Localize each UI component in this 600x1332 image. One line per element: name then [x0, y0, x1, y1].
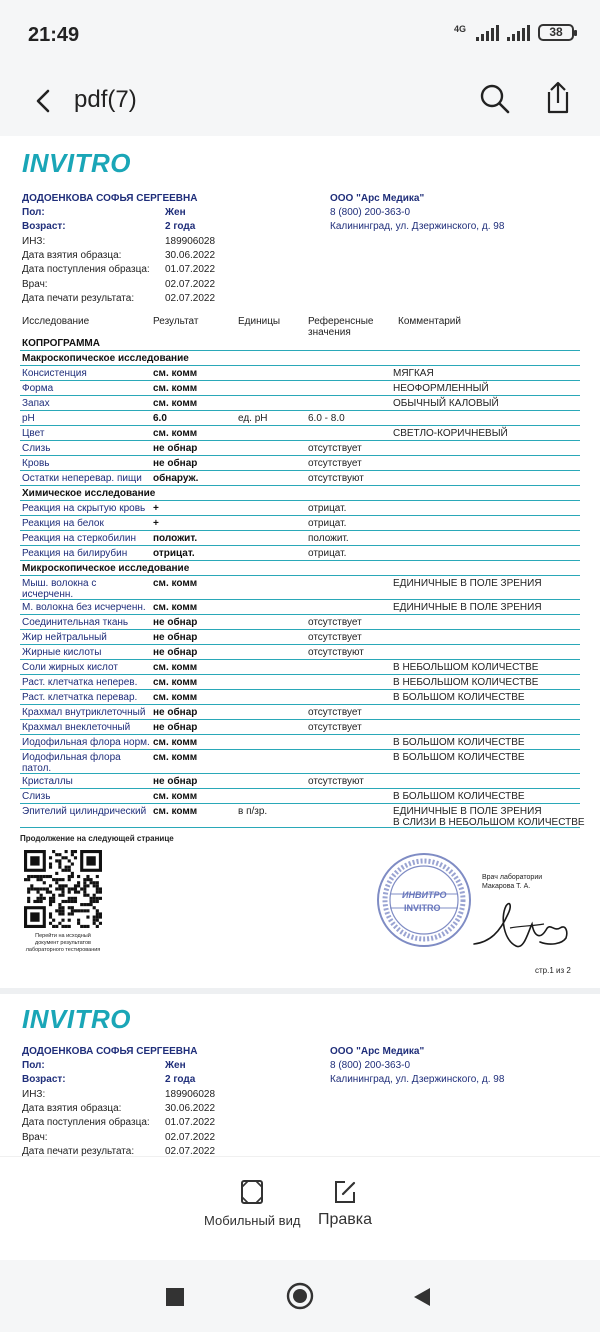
cell-name: Иодофильная флора норм. — [22, 737, 150, 748]
cell-name: Реакция на стеркобилин — [22, 533, 136, 544]
info2-value: 02.07.2022 — [165, 1145, 216, 1156]
cell-ref: отрицат. — [308, 503, 347, 514]
info2-value: 189906028 — [165, 1088, 216, 1100]
cell-comment: В БОЛЬШОМ КОЛИЧЕСТВЕ — [393, 692, 525, 703]
info2-label: Дата взятия образца: — [22, 1102, 122, 1114]
cell-comment: ЕДИНИЧНЫЕ В ПОЛЕ ЗРЕНИЯ В СЛИЗИ В НЕБОЛЬШОМ КОЛИЧЕСТВЕ — [393, 806, 585, 828]
qr-code-icon — [24, 850, 102, 928]
cell-name: Цвет — [22, 428, 45, 439]
col-ref — [308, 316, 374, 338]
cell-comment: МЯГКАЯ — [393, 368, 434, 379]
cell-name: Соли жирных кислот — [22, 662, 118, 673]
cell-comment: В БОЛЬШОМ КОЛИЧЕСТВЕ — [393, 737, 525, 748]
cell-name: Крахмал внутриклеточный — [22, 707, 146, 718]
app-bar — [0, 70, 600, 136]
info-value: 02.07.2022 — [165, 278, 216, 290]
cell-name: Реакция на белок — [22, 518, 104, 529]
org-address: Калининград, ул. Дзержинского, д. 98 — [330, 221, 505, 232]
cell-name: Соединительная ткань — [22, 617, 129, 628]
app-title: pdf(7) — [74, 86, 137, 113]
cell-result: см. комм — [153, 578, 198, 589]
cell-ref: отсутствует — [308, 443, 362, 454]
info2-value: 02.07.2022 — [165, 1131, 216, 1143]
edit-icon — [333, 1179, 357, 1205]
table-row — [20, 531, 580, 546]
cell-name: Жир нейтральный — [22, 632, 107, 643]
cell-name: Крахмал внеклеточный — [22, 722, 131, 733]
cell-result: см. комм — [153, 752, 198, 763]
pdf-page-1 — [0, 136, 600, 988]
invitro-logo-2: INVITRO — [22, 1004, 131, 1034]
cell-unit: ед. pH — [238, 413, 268, 424]
section-header — [20, 351, 580, 366]
section-title: Микроскопическое исследование — [22, 563, 190, 574]
cell-name: Раст. клетчатка перевар. — [22, 692, 138, 703]
cell-result: не обнар — [153, 617, 198, 628]
status-time: 21:49 — [28, 24, 80, 46]
cell-result: см. комм — [153, 737, 198, 748]
cell-result: не обнар — [153, 776, 198, 787]
cell-result: см. комм — [153, 398, 198, 409]
table-row — [20, 690, 580, 705]
cell-ref: отсутствуют — [308, 647, 364, 658]
table-row — [20, 675, 580, 690]
section-title: КОПРОГРАММА — [22, 338, 100, 349]
info-value: 02.07.2022 — [165, 292, 216, 304]
table-row — [20, 501, 580, 516]
cell-ref: отрицат. — [308, 548, 347, 559]
table-row — [20, 705, 580, 720]
org-phone: 8 (800) 200-363-0 — [330, 207, 411, 218]
doctor-label: Врач лаборатории — [482, 874, 543, 881]
search-icon — [478, 82, 512, 116]
qr-caption-1: Перейти на исходный — [35, 933, 91, 939]
col-comment: Комментарий — [398, 316, 461, 327]
cell-name: Раст. клетчатка неперев. — [22, 677, 138, 688]
info-label: ИНЗ: — [22, 235, 46, 247]
cell-ref: отрицат. — [308, 518, 347, 529]
cell-name: Реакция на скрытую кровь — [22, 503, 146, 514]
info-value: 30.06.2022 — [165, 249, 216, 261]
cell-ref: отсутствует — [308, 458, 362, 469]
page-number: стр.1 из 2 — [535, 966, 571, 975]
cell-ref: отсутствует — [308, 632, 362, 643]
cell-name: Иодофильная флора патол. — [22, 752, 121, 774]
cell-result: + — [153, 503, 159, 514]
cell-comment: В НЕБОЛЬШОМ КОЛИЧЕСТВЕ — [393, 662, 539, 673]
pdf-viewer[interactable] — [0, 136, 600, 1156]
cell-result: не обнар — [153, 443, 198, 454]
table-row — [20, 804, 585, 828]
section-title: Химическое исследование — [22, 488, 156, 499]
cell-comment: В НЕБОЛЬШОМ КОЛИЧЕСТВЕ — [393, 677, 539, 688]
cell-name: Кристаллы — [22, 776, 73, 787]
table-row — [20, 750, 580, 774]
table-row — [20, 546, 580, 561]
back-triangle-icon — [412, 1286, 432, 1308]
patient-name-2: ДОДОЕНКОВА СОФЬЯ СЕРГЕЕВНА — [22, 1046, 198, 1057]
cell-ref: отсутствуют — [308, 473, 364, 484]
cell-result: см. комм — [153, 806, 198, 817]
mobile-view-label: Мобильный вид — [204, 1213, 301, 1228]
table-row — [20, 660, 580, 675]
section-header — [20, 486, 580, 501]
cell-result: см. комм — [153, 791, 198, 802]
system-nav-bar — [0, 1260, 600, 1332]
status-icons — [454, 24, 574, 41]
info-value: 189906028 — [165, 235, 216, 247]
cell-result: отрицат. — [153, 548, 195, 559]
share-button[interactable] — [538, 80, 572, 116]
table-row — [20, 456, 580, 471]
info-value: 2 года — [165, 221, 196, 233]
info-label: Возраст: — [22, 221, 66, 233]
table-row — [20, 630, 580, 645]
cell-name: Эпителий цилиндрический — [22, 806, 147, 817]
home-button[interactable] — [286, 1282, 314, 1310]
info-value: 01.07.2022 — [165, 264, 216, 276]
table-row — [20, 600, 580, 615]
status-bar — [0, 0, 600, 70]
patient-name: ДОДОЕНКОВА СОФЬЯ СЕРГЕЕВНА — [22, 193, 198, 204]
table-row — [20, 471, 580, 486]
qr-caption-3: лабораторного тестирования — [25, 947, 101, 953]
cell-result: не обнар — [153, 632, 198, 643]
cell-comment: В БОЛЬШОМ КОЛИЧЕСТВЕ — [393, 752, 525, 763]
stamp-label-2: INVITRO — [404, 903, 441, 913]
cell-name: Остатки неперевар. пищи — [22, 473, 142, 484]
cell-ref: отсутствует — [308, 707, 362, 718]
cell-result: 6.0 — [153, 413, 167, 424]
cell-name: М. волокна без исчерченн. — [22, 602, 146, 613]
battery-icon: 38 — [538, 24, 574, 41]
cell-result: см. комм — [153, 662, 198, 673]
table-row — [20, 516, 580, 531]
table-row — [20, 774, 580, 789]
info-label: Дата поступления образца: — [22, 264, 150, 276]
info-label: Врач: — [22, 278, 48, 290]
cell-result: см. комм — [153, 428, 198, 439]
table-row — [20, 720, 580, 735]
cell-result: см. комм — [153, 383, 198, 394]
cell-name: Кровь — [22, 458, 50, 469]
info2-label: Возраст: — [22, 1074, 66, 1086]
info2-value: Жен — [165, 1060, 186, 1071]
cell-name: Консистенция — [22, 368, 87, 379]
cell-name: Реакция на билирубин — [22, 548, 128, 559]
info2-label: Дата поступления образца: — [22, 1117, 150, 1129]
cell-comment: ОБЫЧНЫЙ КАЛОВЫЙ — [393, 398, 499, 409]
cell-name: Слизь — [22, 791, 51, 802]
table-row — [20, 366, 580, 381]
edit-button[interactable] — [318, 1179, 372, 1229]
table-row — [20, 615, 580, 630]
cell-result: положит. — [153, 533, 198, 544]
table-row — [20, 576, 580, 600]
signal-2-icon — [507, 25, 530, 41]
cell-ref: отсутствует — [308, 617, 362, 628]
network-type: 4G — [453, 24, 466, 34]
mobile-view-button[interactable] — [204, 1179, 300, 1228]
col-test: Исследование — [22, 316, 90, 327]
cell-comment: В БОЛЬШОМ КОЛИЧЕСТВЕ — [393, 791, 525, 802]
org-name-2: ООО "Арс Медика" — [330, 1046, 425, 1057]
cell-name: Форма — [22, 383, 54, 394]
cell-comment: ЕДИНИЧНЫЕ В ПОЛЕ ЗРЕНИЯ — [393, 578, 542, 589]
col-ref-line1: Референсные — [308, 316, 374, 327]
cell-name: Жирные кислоты — [22, 647, 102, 658]
cell-name: Мыш. волокна с исчерченн. — [22, 578, 97, 600]
cell-ref: 6.0 - 8.0 — [308, 413, 345, 424]
cell-ref: отсутствуют — [308, 776, 364, 787]
share-icon — [538, 80, 572, 116]
table-row — [20, 645, 580, 660]
doctor-name: Макарова Т. А. — [482, 883, 531, 890]
back-nav-button[interactable] — [412, 1286, 432, 1308]
cell-result: см. комм — [153, 602, 198, 613]
info-value: Жен — [165, 207, 186, 218]
cell-result: не обнар — [153, 647, 198, 658]
info2-label: Дата печати результата: — [22, 1145, 135, 1156]
results-table — [20, 336, 585, 828]
col-ref-line2: значения — [308, 327, 351, 338]
back-button[interactable] — [30, 84, 60, 118]
cell-result: не обнар — [153, 458, 198, 469]
info2-value: 30.06.2022 — [165, 1102, 216, 1114]
cell-comment: НЕОФОРМЛЕННЫЙ — [393, 383, 489, 394]
cell-result: не обнар — [153, 707, 198, 718]
col-units: Единицы — [238, 316, 281, 327]
cell-result: см. комм — [153, 692, 198, 703]
info2-label: Пол: — [22, 1060, 45, 1071]
edit-label: Правка — [318, 1211, 373, 1228]
cell-result: обнаруж. — [153, 473, 199, 484]
table-row — [20, 381, 580, 396]
info-label: Дата печати результата: — [22, 292, 135, 304]
cell-comment: ЕДИНИЧНЫЕ В ПОЛЕ ЗРЕНИЯ — [393, 602, 542, 613]
qr-caption — [22, 933, 104, 954]
info2-value: 2 года — [165, 1074, 196, 1086]
signature — [470, 892, 574, 956]
info-label: Пол: — [22, 207, 45, 218]
table-row — [20, 735, 580, 750]
info2-label: ИНЗ: — [22, 1088, 46, 1100]
invitro-logo: INVITRO — [22, 148, 131, 178]
table-row — [20, 411, 580, 426]
qr-caption-2: документ результатов — [35, 940, 91, 946]
org-name: ООО "Арс Медика" — [330, 193, 425, 204]
cell-name: Слизь — [22, 443, 51, 454]
cell-result: см. комм — [153, 368, 198, 379]
section-title: Макроскопическое исследование — [22, 353, 189, 364]
continued-note: Продолжение на следующей странице — [20, 834, 174, 843]
pdf-page-2 — [0, 994, 600, 1156]
lab-stamp — [376, 852, 472, 948]
info2-label: Врач: — [22, 1131, 48, 1143]
cell-result: не обнар — [153, 722, 198, 733]
cell-ref: отсутствует — [308, 722, 362, 733]
org-address-2: Калининград, ул. Дзержинского, д. 98 — [330, 1074, 505, 1085]
cell-name: Запах — [22, 398, 50, 409]
col-result: Результат — [153, 316, 199, 327]
recents-button[interactable] — [166, 1288, 184, 1306]
chevron-left-icon — [30, 84, 60, 118]
cell-unit: в п/зр. — [238, 806, 268, 817]
qr-code[interactable] — [24, 850, 102, 928]
table-row — [20, 396, 580, 411]
cell-ref: положит. — [308, 533, 349, 544]
cell-result: + — [153, 518, 159, 529]
signature-icon — [470, 892, 574, 956]
cell-comment: СВЕТЛО-КОРИЧНЕВЫЙ — [393, 428, 508, 439]
table-row — [20, 441, 580, 456]
cell-result: см. комм — [153, 677, 198, 688]
mobile-view-icon — [240, 1179, 264, 1205]
org-phone-2: 8 (800) 200-363-0 — [330, 1060, 411, 1071]
stamp-label: ИНВИТРО — [402, 890, 447, 900]
signal-icon — [476, 25, 499, 41]
bottom-action-bar — [0, 1156, 600, 1260]
search-button[interactable] — [478, 82, 512, 116]
info2-value: 01.07.2022 — [165, 1117, 216, 1129]
section-header — [20, 336, 580, 351]
home-icon — [286, 1282, 314, 1310]
cell-name: pH — [22, 413, 35, 424]
info-label: Дата взятия образца: — [22, 249, 122, 261]
section-header — [20, 561, 580, 576]
table-row — [20, 789, 580, 804]
table-row — [20, 426, 580, 441]
